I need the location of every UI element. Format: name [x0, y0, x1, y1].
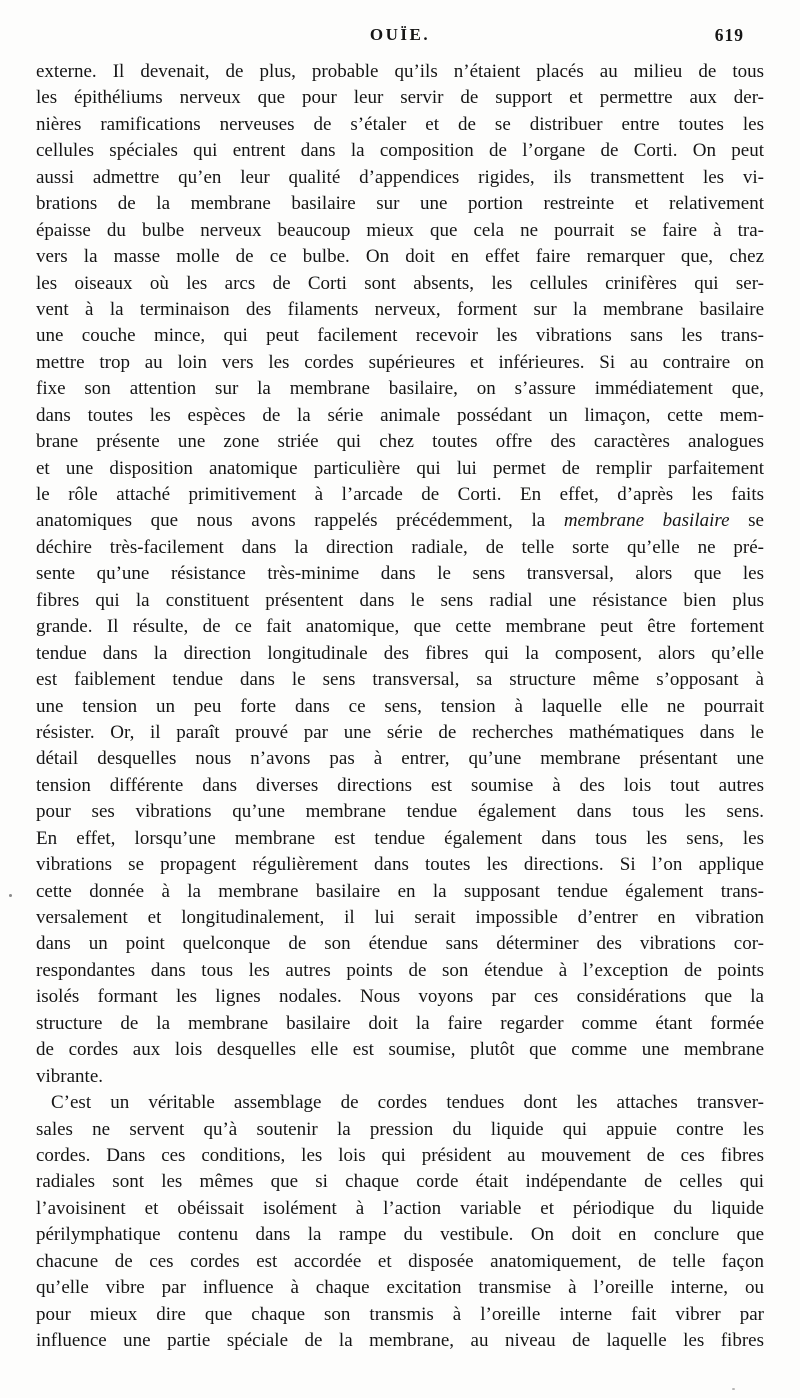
text-line: [36, 1090, 764, 1116]
text-line: [36, 59, 764, 85]
line-text: de cordes aux lois desquelles elle est soumise, plutôt que comme une membrane: [36, 1039, 764, 1061]
line-text: et une disposition anatomique particulière qui lui permet de remplir parfaitement: [36, 457, 764, 479]
line-text: mettre trop au loin vers les cordes supérieures et inférieures. Si au contraire on: [36, 351, 764, 373]
line-text: tension différente dans diverses directions est soumise à des lois tout autres: [36, 774, 764, 796]
line-text: radiales sont les mêmes que si chaque corde était indépendante de celles qui: [36, 1171, 764, 1193]
text-line: [36, 1117, 764, 1143]
text-line: [36, 297, 764, 323]
line-text: brane présente une zone striée qui chez toutes offre des caractères analogues: [36, 431, 764, 453]
line-text: structure de la membrane basilaire doit la faire regarder comme étant formée: [36, 1012, 764, 1034]
line-text: vibrations se propagent régulièrement dans toutes les directions. Si l’on applique: [36, 854, 764, 876]
line-text: dans toutes les espèces de la série animale possédant un limaçon, cette mem-: [36, 404, 764, 426]
line-text: déchire très-facilement dans la direction radiale, de telle sorte qu’elle ne pré-: [36, 536, 764, 558]
text-line: [36, 931, 764, 957]
line-text: En effet, lorsqu’une membrane est tendue également dans tous les sens, les: [36, 827, 764, 849]
text-line: [36, 1037, 764, 1063]
line-text: sales ne servent qu’à soutenir la pression du liquide qui appuie contre les: [36, 1118, 764, 1140]
text-line: [36, 138, 764, 164]
line-text: aussi admettre qu’en leur qualité d’appendices rigides, ils transmettent les vi-: [36, 166, 764, 188]
line-text: grande. Il résulte, de ce fait anatomique, que cette membrane peut être fortement: [36, 616, 764, 638]
line-text: nières ramifications nerveuses de s’étaler et de se distribuer entre toutes les: [36, 113, 764, 135]
text-line: [36, 456, 764, 482]
line-text: externe. Il devenait, de plus, probable qu’ils n’étaient placés au milieu de tous: [36, 61, 764, 82]
line-text: une couche mince, qui peut facilement recevoir les vibrations sans les trans-: [36, 325, 764, 347]
text-line: [36, 403, 764, 429]
text-line: [36, 958, 764, 984]
scan-artifact-speck: [9, 894, 12, 897]
line-text: chacune de ces cordes est accordée et disposée anatomiquement, de telle façon: [36, 1250, 764, 1272]
line-text: épaisse du bulbe nerveux beaucoup mieux que cela ne pourrait se faire à tra-: [36, 219, 764, 241]
text-line: [36, 694, 764, 720]
line-text: le rôle attaché primitivement à l’arcade de Corti. En effet, d’après les faits: [36, 484, 764, 505]
text-line: [36, 667, 764, 693]
page-number: 619: [714, 25, 744, 45]
line-text: brations de la membrane basilaire sur une portion restreinte et relativement: [36, 193, 764, 215]
text-line: [36, 1275, 764, 1301]
line-text: cordes. Dans ces conditions, les lois qui président au mouvement de ces fibres: [36, 1144, 764, 1166]
text-line: [36, 323, 764, 349]
text-line: [36, 429, 764, 455]
line-text: résister. Or, il paraît prouvé par une série de recherches mathématiques dans le: [36, 721, 764, 743]
text-line: [36, 641, 764, 667]
text-line: [36, 376, 764, 402]
line-text: vibrante.: [36, 1065, 104, 1087]
line-text: est faiblement tendue dans le sens transversal, sa structure même s’opposant à: [36, 669, 764, 691]
line-text: vers la masse molle de ce bulbe. On doit en effet faire remarquer que, chez: [36, 246, 764, 268]
line-text: fixe son attention sur la membrane basilaire, on s’assure immédiatement que,: [36, 378, 764, 400]
text-line: [36, 482, 764, 508]
line-text: pour ses vibrations qu’une membrane tendue également dans tous les sens.: [36, 801, 764, 823]
text-line: [36, 271, 764, 297]
line-text: cellules spéciales qui entrent dans la composition de l’organe de Corti. On peut: [36, 140, 764, 162]
line-text: anatomiques que nous avons rappelés précédemment, la: [36, 510, 564, 532]
text-line: [36, 799, 764, 825]
text-line: [36, 1143, 764, 1169]
text-line: [36, 1328, 764, 1354]
page-header: [36, 25, 764, 51]
line-text: qu’elle vibre par influence à chaque excitation transmise à l’oreille interne, ou: [36, 1277, 764, 1299]
text-line: [36, 191, 764, 217]
text-line: [36, 85, 764, 111]
text-line: [36, 112, 764, 138]
text-line: [36, 905, 764, 931]
line-text: périlymphatique contenu dans la rampe du vestibule. On doit en conclure que: [36, 1224, 764, 1246]
running-title: OUÏE.: [369, 25, 431, 44]
text-line: [36, 614, 764, 640]
text-line: [36, 852, 764, 878]
text-line: [36, 508, 764, 534]
line-text: influence une partie spéciale de la membrane, au niveau de laquelle les fibres: [36, 1330, 764, 1351]
line-text: sente qu’une résistance très-minime dans le sens transversal, alors que les: [36, 563, 764, 585]
line-text: cette donnée à la membrane basilaire en la supposant tendue également trans-: [36, 880, 764, 902]
text-line: [36, 773, 764, 799]
text-line: [36, 588, 764, 614]
line-text: pour mieux dire que chaque son transmis à l’oreille interne fait vibrer par: [36, 1303, 764, 1325]
italic-term: membrane basilaire: [563, 510, 730, 532]
line-text: versalement et longitudinalement, il lui serait impossible d’entrer en vibration: [36, 907, 764, 928]
text-line: [36, 720, 764, 746]
line-text: détail desquelles nous n’avons pas à entrer, qu’une membrane présentant une: [36, 748, 764, 770]
text-line: [36, 1011, 764, 1037]
line-text: une tension un peu forte dans ce sens, tension à laquelle elle ne pourrait: [36, 695, 764, 717]
text-line: [36, 244, 764, 270]
line-text: vent à la terminaison des filaments nerveux, forment sur la membrane basilaire: [36, 298, 764, 320]
line-text: fibres qui la constituent présentent dans le sens radial une résistance bien plus: [36, 589, 764, 611]
text-line: [36, 218, 764, 244]
text-line: [36, 561, 764, 587]
text-line: [36, 1222, 764, 1248]
text-line: [36, 1249, 764, 1275]
text-line: [36, 984, 764, 1010]
line-text: se: [729, 510, 764, 532]
text-line: [36, 535, 764, 561]
scan-artifact-speck: [732, 1388, 735, 1390]
line-text: C’est un véritable assemblage de cordes tendues dont les attaches transver-: [51, 1092, 764, 1114]
text-line: [36, 1196, 764, 1222]
text-line: [36, 1064, 764, 1090]
text-line: [36, 1302, 764, 1328]
line-text: tendue dans la direction longitudinale des fibres qui la composent, alors qu’elle: [36, 642, 764, 664]
line-text: isolés formant les lignes nodales. Nous voyons par ces considérations que la: [36, 986, 764, 1008]
text-line: [36, 1169, 764, 1195]
text-line: [36, 826, 764, 852]
line-text: les épithéliums nerveux que pour leur servir de support et permettre aux der-: [36, 87, 764, 109]
line-text: dans un point quelconque de son étendue sans déterminer des vibrations cor-: [36, 933, 764, 955]
line-text: l’avoisinent et obéissait isolément à l’action variable et périodique du liquide: [36, 1197, 764, 1219]
text-body: [36, 59, 764, 1354]
text-line: [36, 746, 764, 772]
line-text: respondantes dans tous les autres points de son étendue à l’exception de points: [36, 959, 764, 981]
text-line: [36, 879, 764, 905]
text-line: [36, 350, 764, 376]
line-text: les oiseaux où les arcs de Corti sont absents, les cellules crinifères qui ser-: [36, 272, 764, 294]
text-line: [36, 165, 764, 191]
